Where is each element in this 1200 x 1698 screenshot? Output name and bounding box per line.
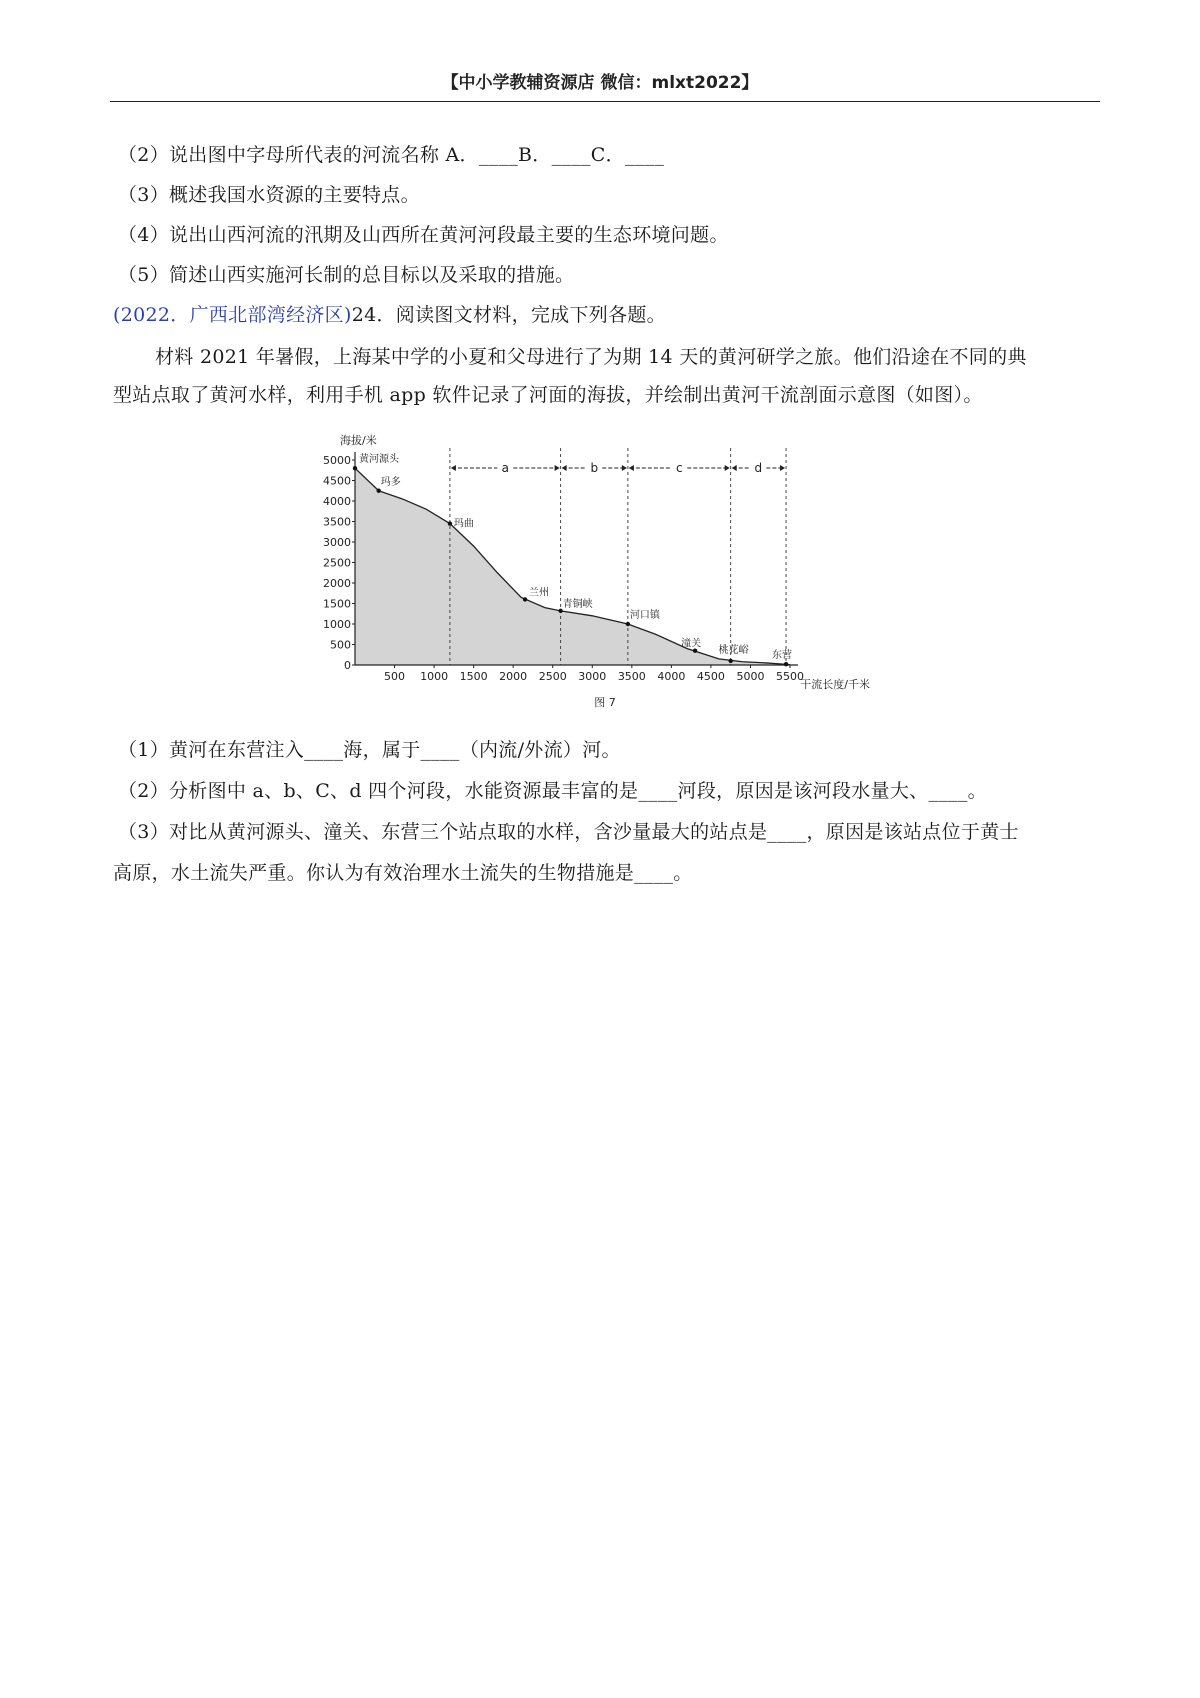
station-label: 东营 [772,650,793,662]
profile-area [355,468,793,665]
arrow-head [451,465,456,471]
y-tick-label: 5000 [323,454,351,467]
header-rule [110,101,1100,102]
sub-question-3: （3）对比从黄河源头、潼关、东营三个站点取的水样，含沙量最大的站点是____，原因是该站点位于黄士 [118,821,1019,843]
segment-label-b: b [590,461,599,475]
y-tick-label: 1500 [323,597,351,611]
question-stem: 24．阅读图文材料，完成下列各题。 [351,304,666,326]
y-tick-label: 2000 [323,577,351,590]
station-label: 桃花峪 [718,644,749,656]
arrow-head [622,465,627,471]
y-tick-label: 1000 [323,618,351,631]
y-tick-label: 2500 [323,556,351,570]
x-tick-label: 1000 [420,670,449,683]
segment-label-d: d [754,461,763,475]
prev-question-5: （5）简述山西实施河长制的总目标以及采取的措施。 [118,264,575,286]
station-label: 玛曲 [453,518,474,530]
sub-question-3-cont: 高原，水土流失严重。你认为有效治理水土流失的生物措施是____。 [113,862,693,884]
arrow-head [555,465,560,471]
page-header: 【中小学教辅资源店 微信：mlxt2022】 [441,73,759,93]
arrow-head [780,465,785,471]
chart-title: 图 7 [594,696,616,709]
material-line-2: 型站点取了黄河水样，利用手机 app 软件记录了河面的海拔，并绘制出黄河干流剖面示意图（如图）。 [113,384,983,406]
x-tick-label: 4000 [657,670,686,683]
x-tick-label: 5500 [776,670,804,683]
station-dot [353,466,357,470]
prev-question-3: （3）概述我国水资源的主要特点。 [118,184,420,206]
sub-question-1: （1）黄河在东营注入____海，属于____（内流/外流）河。 [118,739,621,761]
segment-label-a: a [501,461,509,475]
y-tick-label: 0 [344,659,351,672]
x-tick-label: 4500 [696,670,725,683]
station-dot [377,489,381,493]
y-tick-label: 4500 [323,474,351,488]
x-tick-label: 3000 [578,670,607,683]
profile-chart [323,430,875,710]
question-source: (2022．广西北部湾经济区) [113,304,352,326]
station-label: 河口镇 [629,610,660,621]
y-tick-label: 500 [330,638,351,652]
station-label: 青铜峡 [562,598,593,610]
y-tick-label: 4000 [323,495,351,508]
station-dot [448,521,452,525]
arrow-head [629,465,634,471]
y-tick-label: 3000 [323,536,351,549]
chart-xlabel: 干流长度/千米 [800,678,870,691]
station-dot [626,622,630,626]
prev-question-2: （2）说出图中字母所代表的河流名称 A．____B．____C．____ [118,144,665,166]
station-dot [728,659,732,663]
arrow-head [562,465,567,471]
sub-question-2: （2）分析图中 a、b、C、d 四个河段，水能资源最丰富的是____河段，原因是该河段水量大、____。 [118,780,987,802]
question-24-heading [113,300,666,327]
x-tick-label: 1500 [459,670,488,683]
x-tick-label: 2000 [499,670,528,683]
prev-question-4: （4）说出山西河流的汛期及山西所在黄河河段最主要的生态环境问题。 [118,224,729,246]
x-tick-label: 3500 [617,670,646,683]
x-tick-label: 2500 [538,670,567,683]
arrow-head [725,465,730,471]
station-label: 黄河源头 [359,454,399,466]
chart-ylabel: 海拔/米 [340,434,377,447]
station-dot [523,597,527,601]
station-dot [784,662,788,666]
x-tick-label: 5000 [736,670,765,683]
material-line-1: 材料 2021 年暑假，上海某中学的小夏和父母进行了为期 14 天的黄河研学之旅。他们沿途在不同的典 [155,346,1027,368]
station-label: 兰州 [529,587,550,599]
y-tick-label: 3500 [323,515,351,529]
arrow-head [732,465,737,471]
station-label: 玛多 [380,476,401,488]
x-tick-label: 500 [384,670,406,683]
segment-label-c: c [675,461,683,475]
station-label: 潼关 [681,638,702,650]
